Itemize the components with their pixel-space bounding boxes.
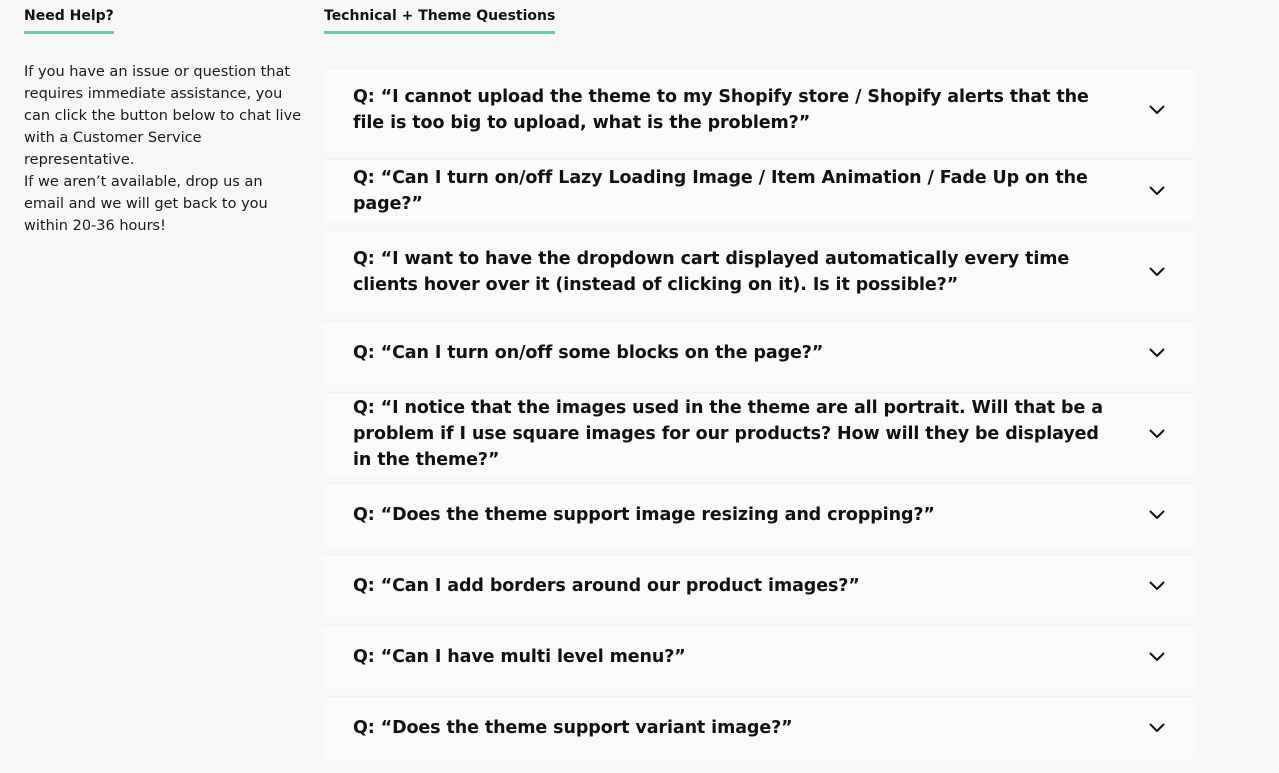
faq-question: Q: “Can I add borders around our product images?” — [353, 576, 860, 596]
faq-item[interactable] — [324, 483, 1194, 546]
sidebar-description — [24, 61, 304, 237]
faq-question: Q: “Does the theme support image resizing and cropping?” — [353, 505, 935, 525]
chevron-down-icon[interactable] — [1148, 101, 1166, 119]
faq-list — [324, 68, 1194, 759]
faq-item[interactable] — [324, 230, 1194, 313]
chevron-down-icon[interactable] — [1148, 719, 1166, 737]
sidebar-heading: Need Help? — [24, 0, 114, 34]
help-sidebar — [24, 0, 304, 237]
faq-question: Q: “Can I turn on/off Lazy Loading Image / Item Animation / Fade Up on the page?” — [353, 168, 1088, 214]
faq-section — [324, 0, 1194, 767]
chevron-down-icon[interactable] — [1148, 648, 1166, 666]
chevron-down-icon[interactable] — [1148, 425, 1166, 443]
faq-question: Q: “I want to have the dropdown cart displayed automatically every time clients hover over it (instead of clicking on it). Is it possible?” — [353, 249, 1070, 295]
sidebar-paragraph: If you have an issue or question that requires immediate assistance, you can click the button below to chat live with a Customer Service representative. — [24, 64, 302, 168]
chevron-down-icon[interactable] — [1148, 506, 1166, 524]
faq-question: Q: “Does the theme support variant image?” — [353, 718, 793, 738]
faq-item[interactable] — [324, 625, 1194, 688]
faq-question: Q: “I notice that the images used in the theme are all portrait. Will that be a problem if I use square images for our products? How will they be displayed in the theme?” — [353, 398, 1103, 470]
faq-item[interactable] — [324, 321, 1194, 384]
faq-item[interactable] — [324, 554, 1194, 617]
faq-item[interactable] — [324, 392, 1194, 475]
faq-item[interactable] — [324, 68, 1194, 151]
faq-item[interactable] — [324, 696, 1194, 759]
faq-question: Q: “Can I turn on/off some blocks on the page?” — [353, 343, 824, 363]
faq-section-heading: Technical + Theme Questions — [324, 0, 555, 34]
sidebar-paragraph: If we aren’t available, drop us an email and we will get back to you within 20-36 hours! — [24, 174, 268, 234]
chevron-down-icon[interactable] — [1148, 577, 1166, 595]
chevron-down-icon[interactable] — [1148, 344, 1166, 362]
chevron-down-icon[interactable] — [1148, 263, 1166, 281]
faq-item[interactable] — [324, 159, 1194, 222]
faq-question: Q: “I cannot upload the theme to my Shopify store / Shopify alerts that the file is too big to upload, what is the problem?” — [353, 87, 1089, 133]
faq-question: Q: “Can I have multi level menu?” — [353, 647, 686, 667]
chevron-down-icon[interactable] — [1148, 182, 1166, 200]
